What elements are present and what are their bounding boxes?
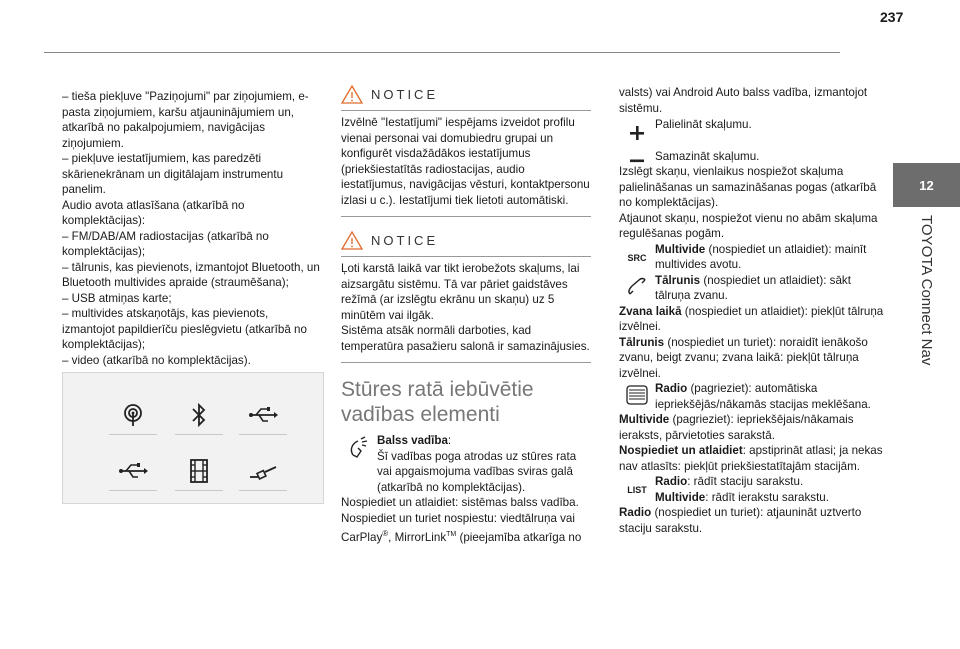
paragraph: – multivides atskaņotājs, kas pievienots, izmantojot papildierīču pieslēgvietu (atkarībā no komplektācijas); xyxy=(62,307,307,351)
radio-icon xyxy=(103,395,163,435)
text: , MirrorLink xyxy=(388,530,447,544)
term: Multivide xyxy=(619,413,670,426)
text: (nospiediet un turiet): noraidīt ienākošo zvanu, beigt zvanu; zvana laikā: piekļūt tālruņa izvēlnei. xyxy=(619,335,868,380)
radio-row xyxy=(619,381,884,412)
term: Radio xyxy=(619,506,652,519)
paragraph: Šī vadības poga atrodas uz stūres rata vai apgaismojuma vadības sviras galā (atkarībā no komplektācijas). xyxy=(377,449,577,494)
page-number: 237 xyxy=(880,9,904,25)
source-row xyxy=(619,242,884,273)
list-row xyxy=(619,474,884,505)
text: (nospiediet un atlaidiet): sākt tālruņa zvanu. xyxy=(655,273,851,302)
paragraph xyxy=(619,443,884,474)
phone-icon xyxy=(619,273,655,297)
text: (pieejamība atkarīga no xyxy=(456,530,582,544)
volume-down-row xyxy=(619,149,884,165)
paragraph: Palielināt skaļumu. xyxy=(655,118,752,131)
column-1 xyxy=(62,89,324,368)
phone-row xyxy=(619,273,884,304)
voice-icon xyxy=(341,433,377,459)
text: : rādīt ierakstu sarakstu. xyxy=(705,490,829,504)
notice-header xyxy=(341,231,591,257)
paragraph: Nospiediet un atlaidiet: sistēmas balss vadība. xyxy=(341,496,579,509)
paragraph: Samazināt skaļumu. xyxy=(655,149,760,163)
notice-title: NOTICE xyxy=(371,86,439,102)
notice-box xyxy=(341,85,591,217)
paragraph: valsts) vai Android Auto balss vadība, izmantojot sistēmu. xyxy=(619,86,868,115)
paragraph: Sistēma atsāk normāli darboties, kad temperatūra pasažieru salonā ir samazinājusies. xyxy=(341,324,590,353)
term: Radio xyxy=(655,475,688,488)
paragraph: – USB atmiņas karte; xyxy=(62,291,172,305)
paragraph: Atjaunot skaņu, nospiežot vienu no abām skaļuma regulēšanas pogām. xyxy=(619,211,878,240)
text: (pagrieziet): iepriekšējais/nākamais ieraksts, pārvietoties sarakstā. xyxy=(619,413,854,442)
warning-icon xyxy=(341,231,363,250)
chapter-title-text: TOYOTA Connect Nav xyxy=(918,215,935,366)
text: (pagrieziet): automātiska iepriekšējās/nākamās stacijas meklēšana. xyxy=(655,382,871,411)
term: Tālrunis xyxy=(619,335,665,349)
notice-text xyxy=(341,115,591,217)
column-2 xyxy=(341,85,591,545)
term: Zvana laikā xyxy=(619,304,682,318)
term: Radio xyxy=(655,382,688,395)
aux-icon xyxy=(233,451,293,491)
voice-label: Balss vadība xyxy=(377,434,448,447)
text: Nospiediet un turiet nospiestu: viedtālruņa vai CarPlay xyxy=(341,511,575,544)
warning-icon xyxy=(341,85,363,104)
volume-up-row xyxy=(619,117,884,149)
paragraph xyxy=(619,505,884,536)
notice-text xyxy=(341,261,591,363)
notice-header xyxy=(341,85,591,111)
paragraph: Izslēgt skaņu, vienlaikus nospiežot skaļuma palielināšanas un samazināšanas pogas (atkarībā no komplektācijas). xyxy=(619,165,877,209)
paragraph xyxy=(655,273,884,304)
paragraph xyxy=(655,242,884,273)
paragraph xyxy=(341,511,591,546)
paragraph xyxy=(655,474,829,490)
list-icon-label: LIST xyxy=(627,485,647,495)
text: : rādīt staciju sarakstu. xyxy=(687,475,804,488)
thumbwheel-icon xyxy=(619,381,655,406)
paragraph: – video (atkarībā no komplektācijas). xyxy=(62,353,251,367)
notice-box xyxy=(341,231,591,363)
audio-source-icons xyxy=(62,372,324,504)
trademark: TM xyxy=(446,531,457,538)
chapter-tab[interactable]: 12 xyxy=(893,163,960,207)
paragraph xyxy=(655,381,884,412)
term: Nospiediet un atlaidiet xyxy=(619,444,743,457)
paragraph xyxy=(619,335,884,382)
registered-mark: ® xyxy=(382,529,389,538)
plus-icon xyxy=(619,117,655,141)
chapter-title xyxy=(893,215,960,405)
notice-title: NOTICE xyxy=(371,232,439,248)
paragraph: Audio avota atlasīšana (atkarībā no komplektācijas): xyxy=(62,198,245,227)
text: (nospiediet un turiet): atjaunināt uztverto staciju sarakstu. xyxy=(619,506,862,535)
header-rule xyxy=(44,52,840,53)
paragraph xyxy=(619,412,884,443)
term: Tālrunis xyxy=(655,273,701,287)
term: Multivide xyxy=(655,242,706,256)
minus-icon xyxy=(619,149,655,163)
paragraph: Izvēlnē "Iestatījumi" iespējams izveidot profilu vienai personai vai domubiedru grupai un konfigurēt visdažādākos iestatījumus (priekšiestatītās radiostacijas, audio iestatījumus, navigācijas vēsturi, kontaktpersonu izlasi u c.). Iestatījumi tiek lietoti automātiski. xyxy=(341,116,590,207)
src-icon-label: SRC xyxy=(627,252,647,263)
voice-control-row: Balss vadība: Šī vadības poga atrodas uz stūres rata vai apgaismojuma vadības sviras galā (atkarībā no komplektācijas). xyxy=(341,433,591,495)
text: : apstiprināt atlasi; ja nekas nav atlasīts: piekļūt priekšiestatītajām stacijām. xyxy=(619,444,883,473)
usb-icon xyxy=(233,395,293,435)
src-icon xyxy=(619,242,655,267)
paragraph: – piekļuve iestatījumiem, kas paredzēti skārienekrānam un digitālajam instrumentu panelim. xyxy=(62,152,284,196)
list-icon xyxy=(619,474,655,499)
text: (nospiediet un atlaidiet): piekļūt tālruņa izvēlnei. xyxy=(619,304,884,333)
text: (nospiediet un atlaidiet): mainīt multivides avotu. xyxy=(655,242,867,271)
term: Multivide xyxy=(655,490,706,504)
bluetooth-icon xyxy=(169,395,229,435)
section-heading: Stūres ratā iebūvētie vadības elementi xyxy=(341,378,534,426)
paragraph xyxy=(655,490,829,506)
paragraph: – tālrunis, kas pievienots, izmantojot Bluetooth, un Bluetooth multivides apraide (straumēšana); xyxy=(62,260,320,289)
column-3 xyxy=(619,85,884,536)
video-icon xyxy=(169,451,229,491)
usb-icon xyxy=(103,451,163,491)
paragraph xyxy=(619,304,884,335)
paragraph: Ļoti karstā laikā var tikt ierobežots skaļums, lai aizsargātu sistēmu. Tā var pāriet gaidstāves režīmā (ar izslēgtu ekrānu un skaņu) uz 5 minūtēm vai ilgāk. xyxy=(341,262,580,322)
paragraph: – tieša piekļuve "Paziņojumi" par ziņojumiem, e-pasta ziņojumiem, karšu atjauninājumiem un, atkarībā no pakalpojumiem, navigācijas ziņojumiem. xyxy=(62,90,309,150)
paragraph: – FM/DAB/AM radiostacijas (atkarībā no komplektācijas); xyxy=(62,229,269,258)
